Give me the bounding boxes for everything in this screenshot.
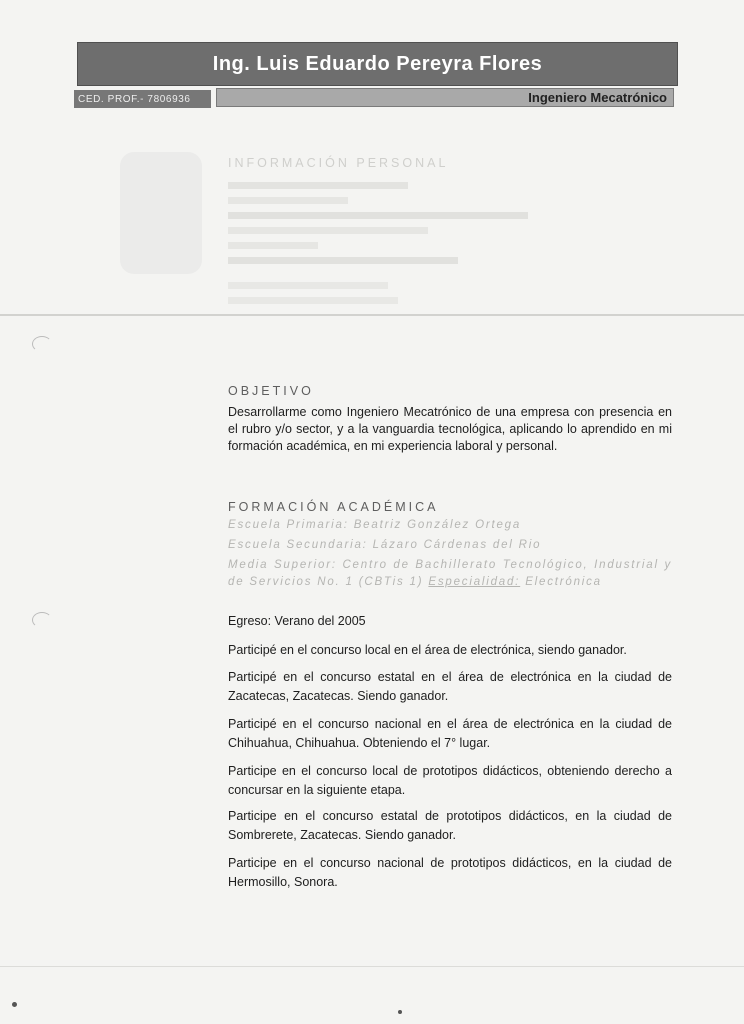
paper-fold <box>0 314 744 316</box>
logro-item: Participé en el concurso nacional en el área de electrónica en la ciudad de Chihuahua, Chihuahua. Obteniendo el 7° lugar. <box>228 717 672 750</box>
objetivo-heading: OBJETIVO <box>228 384 314 398</box>
faded-personal-info <box>228 178 558 312</box>
primaria: Escuela Primaria: Beatriz González Ortega <box>228 519 522 531</box>
logro-item: Participé en el concurso estatal en el área de electrónica en la ciudad de Zacatecas, Zacatecas. Siendo ganador. <box>228 670 672 703</box>
personal-info-heading: INFORMACIÓN PERSONAL <box>228 156 449 170</box>
media-superior <box>228 557 672 591</box>
job-title: Ingeniero Mecatrónico <box>528 90 667 105</box>
objetivo-text: Desarrollarme como Ingeniero Mecatrónico de una empresa con presencia en el rubro y/o sector, y a la vanguardia tecnológica, aplicando lo aprendido en mi formación académica, en mi experiencia laboral y personal. <box>228 405 672 453</box>
logro-item: Participe en el concurso estatal de prototipos didácticos, en la ciudad de Sombrerete, Zacatecas. Siendo ganador. <box>228 809 672 842</box>
media-superior-text: Media Superior: Centro de Bachillerato Tecnológico, Industrial y de Servicios No. 1 (CBTis 1) <box>228 559 672 588</box>
logro-item: Participé en el concurso local en el área de electrónica, siendo ganador. <box>228 643 627 657</box>
paper-mark <box>32 612 52 628</box>
formacion-heading: FORMACIÓN ACADÉMICA <box>228 500 439 514</box>
especialidad-label: Especialidad: <box>428 576 521 588</box>
name-banner <box>77 42 678 86</box>
secundaria: Escuela Secundaria: Lázaro Cárdenas del Rio <box>228 539 542 551</box>
full-name: Ing. Luis Eduardo Pereyra Flores <box>212 52 543 75</box>
paper-fold-bottom <box>0 966 744 967</box>
egreso: Egreso: Verano del 2005 <box>228 614 366 628</box>
paper-mark <box>32 336 52 352</box>
logro-item: Participe en el concurso nacional de prototipos didácticos, en la ciudad de Hermosillo, Sonora. <box>228 856 672 889</box>
title-banner <box>216 88 674 107</box>
paper-speck <box>12 1002 17 1007</box>
especialidad: Electrónica <box>525 576 602 588</box>
faded-photo <box>120 152 202 274</box>
logro-item: Participe en el concurso local de prototipos didácticos, obteniendo derecho a concursar en la siguiente etapa. <box>228 764 672 797</box>
cedula-label: CED. PROF.- 7806936 <box>74 90 211 108</box>
paper-speck <box>398 1010 402 1014</box>
